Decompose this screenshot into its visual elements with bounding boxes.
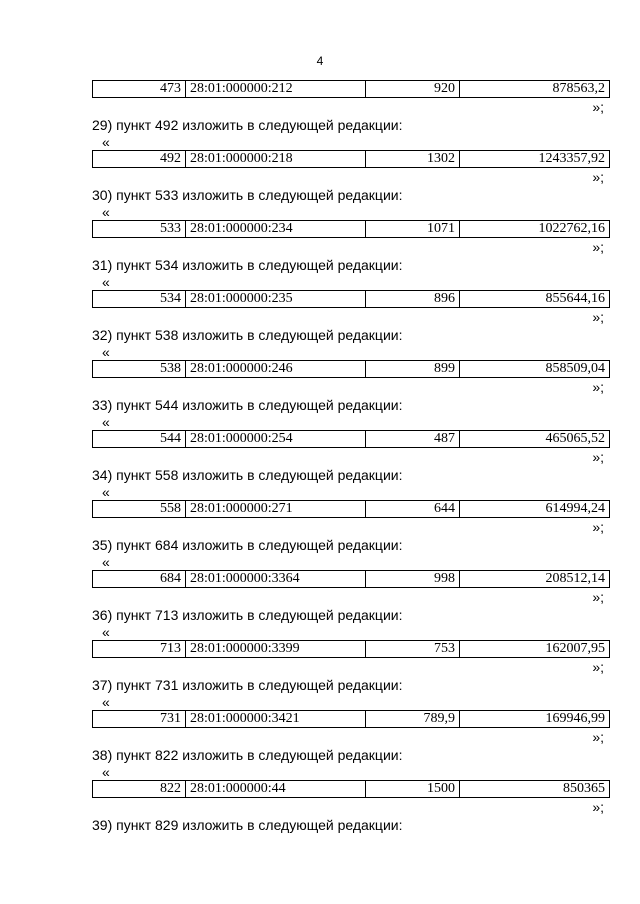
page-number: 4 xyxy=(316,54,324,68)
amendment-section xyxy=(92,168,610,238)
amendment-instruction: 33) пункт 544 изложить в следующей редакции: xyxy=(92,397,403,413)
opening-quote: « xyxy=(102,484,110,500)
closing-quote: »; xyxy=(592,239,604,255)
amendment-instruction: 29) пункт 492 изложить в следующей редакции: xyxy=(92,117,403,133)
value-cell: 1022762,16 xyxy=(460,221,610,238)
area-cell: 1071 xyxy=(366,221,460,238)
table-row xyxy=(92,500,610,518)
table-row xyxy=(92,710,610,728)
cadastral-number-cell: 28:01:000000:235 xyxy=(186,291,366,308)
closing-quote: »; xyxy=(592,99,604,115)
item-number-cell: 533 xyxy=(93,221,186,238)
opening-quote: « xyxy=(102,274,110,290)
area-cell: 753 xyxy=(366,641,460,658)
cadastral-number-cell: 28:01:000000:271 xyxy=(186,501,366,518)
amendment-section xyxy=(92,728,610,798)
closing-quote: »; xyxy=(592,589,604,605)
area-cell: 1302 xyxy=(366,151,460,168)
item-number-cell: 544 xyxy=(93,431,186,448)
amendment-instruction: 36) пункт 713 изложить в следующей редакции: xyxy=(92,607,403,623)
value-cell: 858509,04 xyxy=(460,361,610,378)
value-cell: 850365 xyxy=(460,781,610,798)
table-row xyxy=(92,360,610,378)
opening-quote: « xyxy=(102,414,110,430)
item-number-cell: 558 xyxy=(93,501,186,518)
amendment-instruction: 37) пункт 731 изложить в следующей редакции: xyxy=(92,677,403,693)
closing-quote: »; xyxy=(592,449,604,465)
area-cell: 920 xyxy=(366,81,460,98)
area-cell: 1500 xyxy=(366,781,460,798)
area-cell: 487 xyxy=(366,431,460,448)
opening-quote: « xyxy=(102,134,110,150)
cadastral-number-cell: 28:01:000000:254 xyxy=(186,431,366,448)
area-cell: 998 xyxy=(366,571,460,588)
value-cell: 465065,52 xyxy=(460,431,610,448)
amendment-instruction: 30) пункт 533 изложить в следующей редакции: xyxy=(92,187,403,203)
amendment-instruction: 39) пункт 829 изложить в следующей редакции: xyxy=(92,817,403,833)
closing-quote: »; xyxy=(592,659,604,675)
amendment-section xyxy=(92,378,610,448)
amendment-section xyxy=(92,658,610,728)
amendment-instruction: 34) пункт 558 изложить в следующей редакции: xyxy=(92,467,403,483)
item-number-cell: 731 xyxy=(93,711,186,728)
item-number-cell: 492 xyxy=(93,151,186,168)
closing-quote: »; xyxy=(592,799,604,815)
opening-quote: « xyxy=(102,764,110,780)
table-row xyxy=(92,220,610,238)
item-number-cell: 713 xyxy=(93,641,186,658)
opening-quote: « xyxy=(102,624,110,640)
value-cell: 208512,14 xyxy=(460,571,610,588)
table-row xyxy=(92,780,610,798)
value-cell: 162007,95 xyxy=(460,641,610,658)
cadastral-number-cell: 28:01:000000:3421 xyxy=(186,711,366,728)
item-number-cell: 684 xyxy=(93,571,186,588)
table-row xyxy=(92,290,610,308)
closing-quote: »; xyxy=(592,169,604,185)
amendment-instruction: 35) пункт 684 изложить в следующей редакции: xyxy=(92,537,403,553)
amendment-instruction: 38) пункт 822 изложить в следующей редакции: xyxy=(92,747,403,763)
opening-quote: « xyxy=(102,554,110,570)
value-cell: 169946,99 xyxy=(460,711,610,728)
item-number-cell: 473 xyxy=(93,81,186,98)
amendment-instruction: 32) пункт 538 изложить в следующей редакции: xyxy=(92,327,403,343)
amendment-section xyxy=(92,518,610,588)
opening-quote: « xyxy=(102,344,110,360)
area-cell: 789,9 xyxy=(366,711,460,728)
item-number-cell: 538 xyxy=(93,361,186,378)
opening-quote: « xyxy=(102,204,110,220)
value-cell: 1243357,92 xyxy=(460,151,610,168)
cadastral-number-cell: 28:01:000000:212 xyxy=(186,81,366,98)
cadastral-number-cell: 28:01:000000:3399 xyxy=(186,641,366,658)
amendment-section xyxy=(92,98,610,168)
item-number-cell: 534 xyxy=(93,291,186,308)
cadastral-number-cell: 28:01:000000:3364 xyxy=(186,571,366,588)
value-cell: 614994,24 xyxy=(460,501,610,518)
closing-quote: »; xyxy=(592,379,604,395)
amendment-section xyxy=(92,238,610,308)
item-number-cell: 822 xyxy=(93,781,186,798)
area-cell: 899 xyxy=(366,361,460,378)
cadastral-number-cell: 28:01:000000:234 xyxy=(186,221,366,238)
amendment-section xyxy=(92,588,610,658)
area-cell: 644 xyxy=(366,501,460,518)
document-body xyxy=(92,80,610,834)
closing-quote: »; xyxy=(592,309,604,325)
value-cell: 878563,2 xyxy=(460,81,610,98)
cadastral-number-cell: 28:01:000000:218 xyxy=(186,151,366,168)
table-row xyxy=(92,430,610,448)
area-cell: 896 xyxy=(366,291,460,308)
table-row xyxy=(92,640,610,658)
cadastral-number-cell: 28:01:000000:246 xyxy=(186,361,366,378)
table-row xyxy=(92,150,610,168)
amendment-instruction: 31) пункт 534 изложить в следующей редакции: xyxy=(92,257,403,273)
table-row xyxy=(92,570,610,588)
closing-quote: »; xyxy=(592,519,604,535)
amendment-section xyxy=(92,308,610,378)
amendment-section xyxy=(92,448,610,518)
table-row xyxy=(92,80,610,98)
closing-quote: »; xyxy=(592,729,604,745)
opening-quote: « xyxy=(102,694,110,710)
cadastral-number-cell: 28:01:000000:44 xyxy=(186,781,366,798)
value-cell: 855644,16 xyxy=(460,291,610,308)
